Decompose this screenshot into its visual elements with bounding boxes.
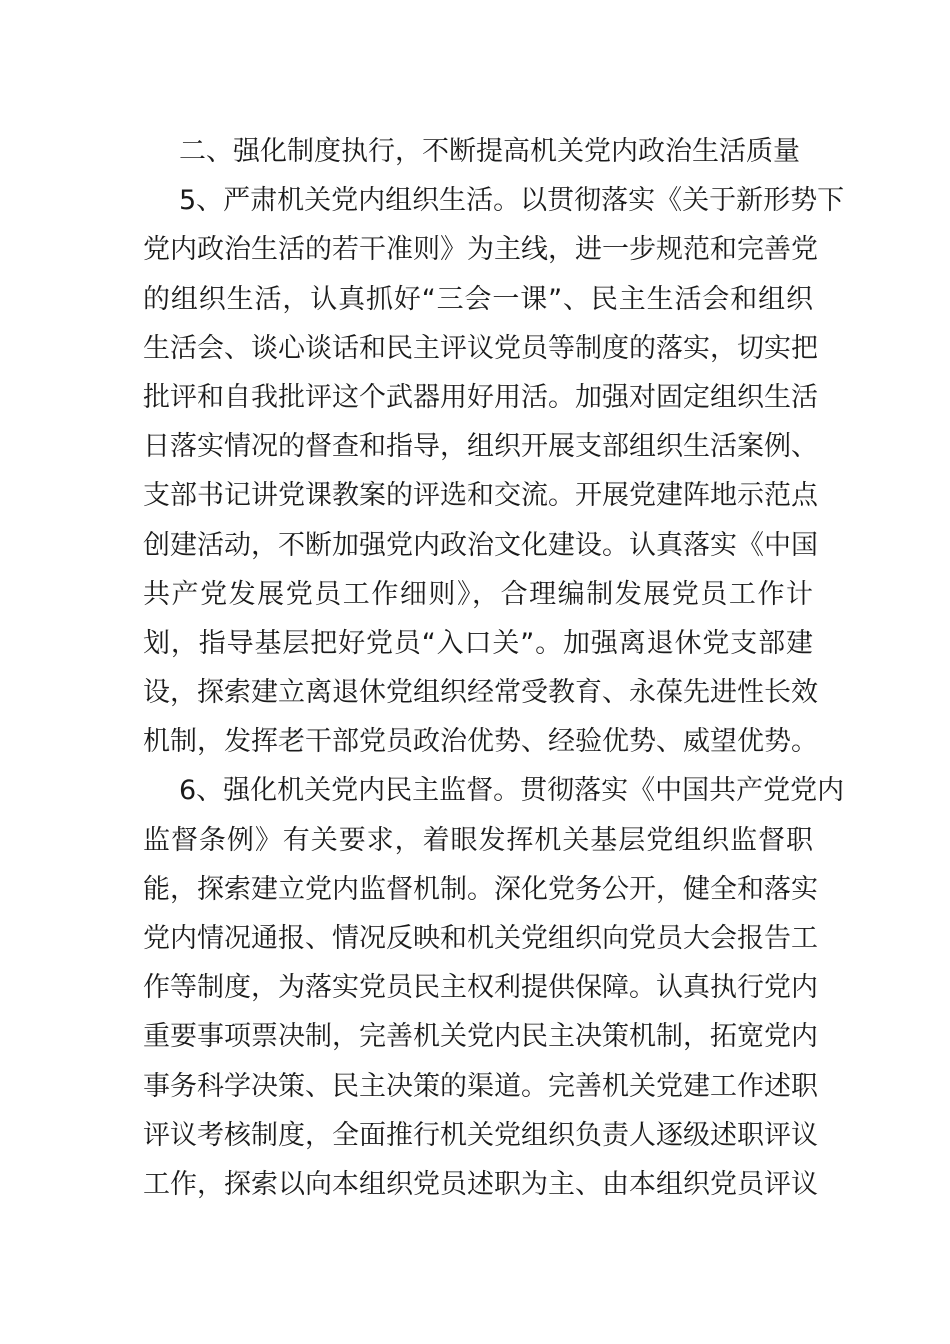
paragraph-6-line: 监督条例》有关要求，着眼发挥机关基层党组织监督职	[143, 824, 813, 856]
paragraph-5-line: 生活会、谈心谈话和民主评议党员等制度的落实，切实把	[143, 332, 818, 364]
paragraph-6-line: 党内情况通报、情况反映和机关党组织向党员大会报告工	[143, 923, 818, 954]
section-heading: 二、强化制度执行，不断提高机关党内政治生活质量	[179, 136, 800, 167]
paragraph-6-line: 事务科学决策、民主决策的渠道。完善机关党建工作述职	[143, 1070, 818, 1102]
paragraph-5-line: 的组织生活，认真抓好“三会一课”、民主生活会和组织	[143, 283, 813, 315]
paragraph-5-line: 日落实情况的督查和指导，组织开展支部组织生活案例、	[143, 431, 818, 463]
paragraph-6-line: 能，探索建立党内监督机制。深化党务公开，健全和落实	[143, 873, 818, 905]
paragraph-5-line: 共产党发展党员工作细则》，合理编制发展党员工作计	[143, 578, 813, 610]
paragraph-5-line: 划，指导基层把好党员“入口关”。加强离退休党支部建	[143, 627, 813, 659]
paragraph-5-line: 创建活动，不断加强党内政治文化建设。认真落实《中国	[143, 529, 818, 561]
paragraph-5-line: 5、严肃机关党内组织生活。以贯彻落实《关于新形势下	[179, 185, 845, 217]
paragraph-5-line: 机制，发挥老干部党员政治优势、经验优势、威望优势。	[143, 726, 818, 758]
paragraph-6-line: 工作，探索以向本组织党员述职为主、由本组织党员评议	[143, 1168, 818, 1200]
paragraph-5-line: 党内政治生活的若干准则》为主线，进一步规范和完善党	[143, 234, 818, 266]
paragraph-6-line: 6、强化机关党内民主监督。贯彻落实《中国共产党党内	[179, 775, 845, 807]
paragraph-6-line: 作等制度，为落实党员民主权利提供保障。认真执行党内	[143, 972, 818, 1004]
document-body	[143, 127, 845, 1209]
paragraph-6-line: 评议考核制度，全面推行机关党组织负责人逐级述职评议	[143, 1119, 818, 1151]
paragraph-5-line: 支部书记讲党课教案的评选和交流。开展党建阵地示范点	[143, 480, 818, 512]
paragraph-5-line: 设，探索建立离退休党组织经常受教育、永葆先进性长效	[143, 677, 818, 709]
paragraph-6-line: 重要事项票决制，完善机关党内民主决策机制，拓宽党内	[143, 1021, 818, 1053]
paragraph-5-line: 批评和自我批评这个武器用好用活。加强对固定组织生活	[143, 381, 818, 413]
